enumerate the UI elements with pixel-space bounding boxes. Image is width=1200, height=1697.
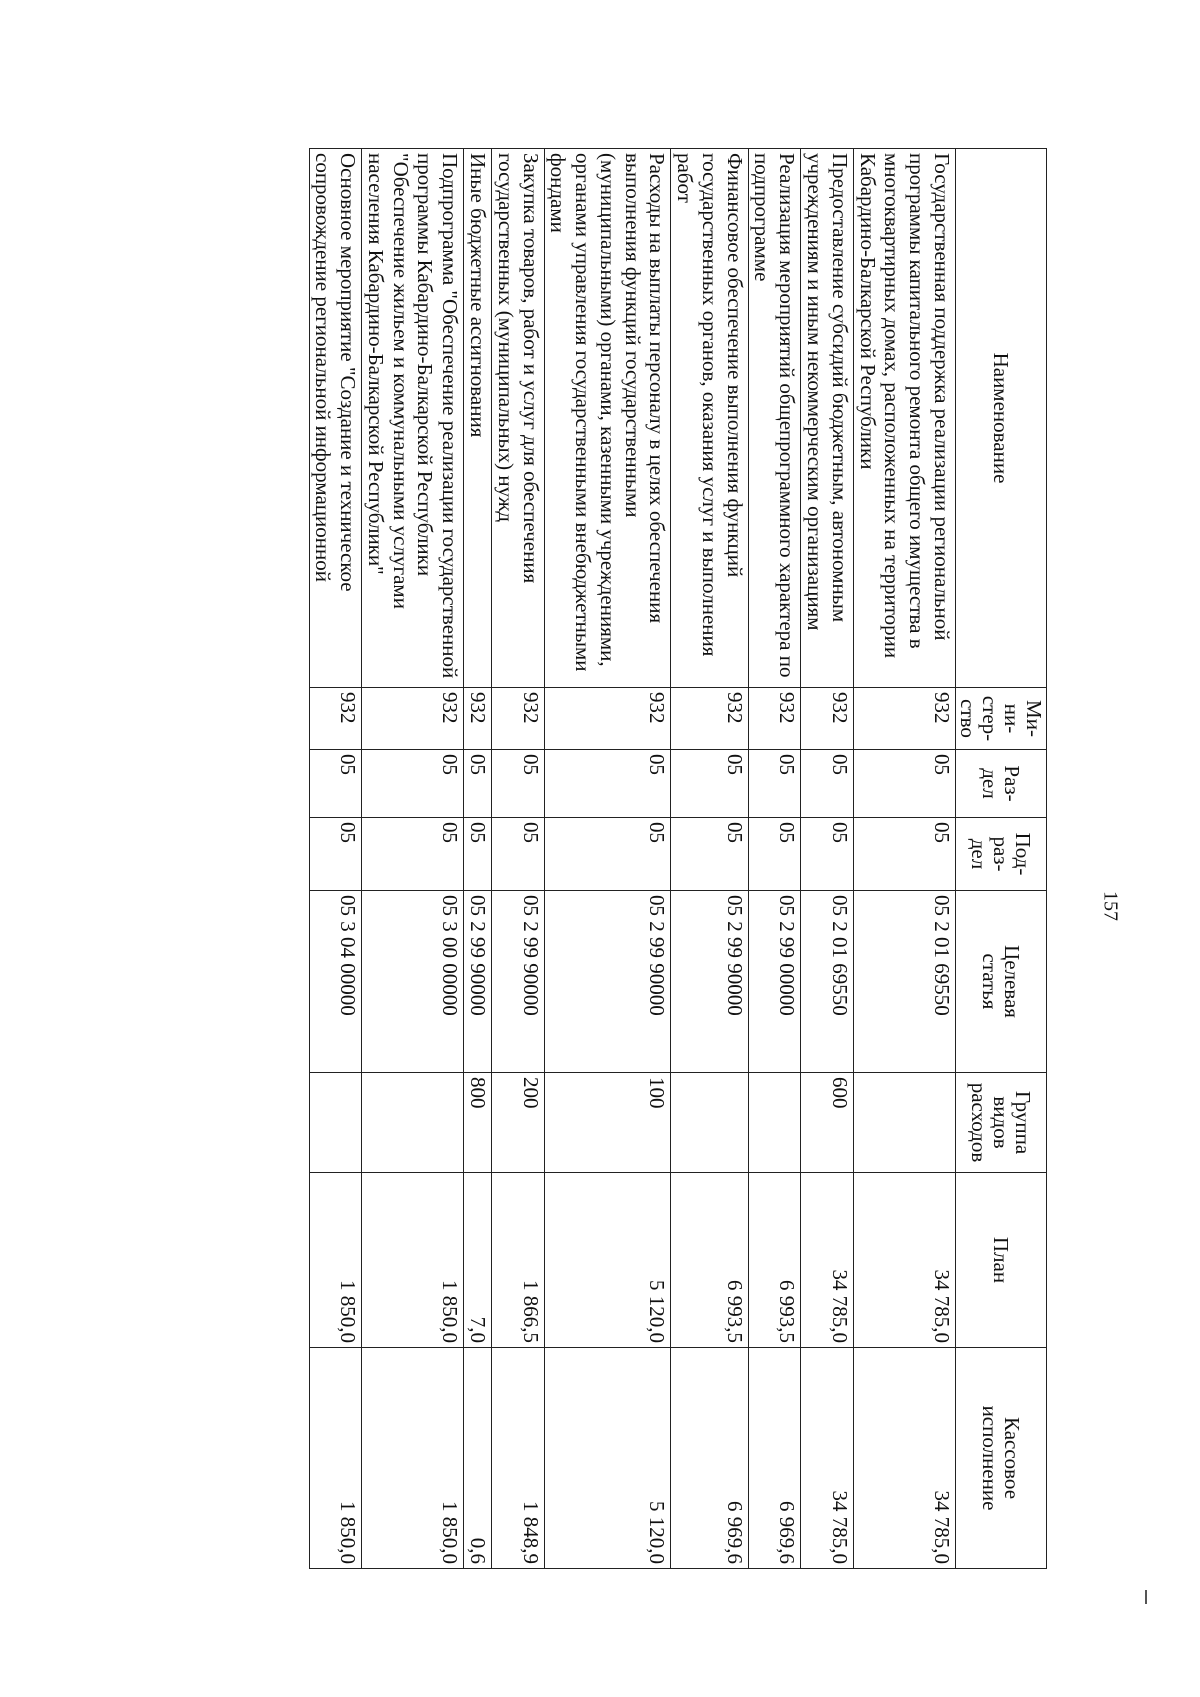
- table-row: [544, 149, 671, 1569]
- cell-expense-group: [362, 1073, 464, 1173]
- cell-name: Основное мероприятие "Создание и техническое сопровождение региональной информационной: [309, 149, 362, 688]
- cell-expense-group: [853, 1073, 955, 1173]
- cell-name: Финансовое обеспечение выполнения функций государственных органов, оказания услуг и выполнения работ: [671, 149, 748, 688]
- table-row: [492, 149, 545, 1569]
- cell-expense-group: 800: [464, 1073, 492, 1173]
- cell-plan: 6 993,5: [748, 1173, 801, 1348]
- cell-section: 05: [464, 750, 492, 818]
- cell-cash-execution: 1 848,9: [492, 1348, 545, 1569]
- cell-target-article: 05 3 00 00000: [362, 891, 464, 1073]
- cell-subsection: 05: [748, 818, 801, 891]
- cell-subsection: 05: [801, 818, 854, 891]
- cell-expense-group: 100: [544, 1073, 671, 1173]
- cell-section: 05: [362, 750, 464, 818]
- cell-cash-execution: 5 120,0: [544, 1348, 671, 1569]
- header-ministry: Ми- ни- стер- ство: [955, 688, 1046, 750]
- header-section: Раз- дел: [955, 750, 1046, 818]
- cell-cash-execution: 0,6: [464, 1348, 492, 1569]
- table-row: [671, 149, 748, 1569]
- cell-target-article: 05 2 01 69550: [853, 891, 955, 1073]
- cell-section: 05: [853, 750, 955, 818]
- cell-expense-group: [309, 1073, 362, 1173]
- cell-ministry: 932: [544, 688, 671, 750]
- cell-target-article: 05 2 99 90000: [464, 891, 492, 1073]
- cell-name: Государственная поддержка реализации региональной программы капитального ремонта общего имущества в многоквартирных домах, расположенных на территории Кабардино-Балкарской Республики: [853, 149, 955, 688]
- cell-name: Закупка товаров, работ и услуг для обеспечения государственных (муниципальных) нужд: [492, 149, 545, 688]
- cell-name: Расходы на выплаты персоналу в целях обеспечения выполнения функций государственными (муниципальными) органами, казенными учреждениями, органами управления государственными внебюджетными фондами: [544, 149, 671, 688]
- cell-plan: 1 866,5: [492, 1173, 545, 1348]
- scan-mark: [1145, 1590, 1147, 1604]
- table-row: [801, 149, 854, 1569]
- cell-subsection: 05: [853, 818, 955, 891]
- cell-target-article: 05 2 99 90000: [492, 891, 545, 1073]
- cell-section: 05: [748, 750, 801, 818]
- cell-ministry: 932: [492, 688, 545, 750]
- header-plan: План: [955, 1173, 1046, 1348]
- cell-ministry: 932: [362, 688, 464, 750]
- cell-plan: 7,0: [464, 1173, 492, 1348]
- page-number: 157: [1099, 891, 1122, 921]
- header-subsection: Под- раз- дел: [955, 818, 1046, 891]
- cell-cash-execution: 34 785,0: [801, 1348, 854, 1569]
- cell-section: 05: [544, 750, 671, 818]
- cell-cash-execution: 34 785,0: [853, 1348, 955, 1569]
- cell-expense-group: [748, 1073, 801, 1173]
- cell-ministry: 932: [671, 688, 748, 750]
- table-row: [748, 149, 801, 1569]
- cell-subsection: 05: [309, 818, 362, 891]
- cell-subsection: 05: [671, 818, 748, 891]
- table-header-row: [955, 149, 1046, 1569]
- cell-cash-execution: 6 969,6: [671, 1348, 748, 1569]
- cell-name: Реализация мероприятий общепрограммного характера по подпрограмме: [748, 149, 801, 688]
- cell-plan: 6 993,5: [671, 1173, 748, 1348]
- table-row: [309, 149, 362, 1569]
- cell-target-article: 05 2 99 90000: [671, 891, 748, 1073]
- table-row: [464, 149, 492, 1569]
- header-name: Наименование: [955, 149, 1046, 688]
- cell-section: 05: [801, 750, 854, 818]
- cell-plan: 1 850,0: [362, 1173, 464, 1348]
- cell-expense-group: [671, 1073, 748, 1173]
- header-cash-execution: Кассовое исполнение: [955, 1348, 1046, 1569]
- cell-plan: 34 785,0: [801, 1173, 854, 1348]
- cell-target-article: 05 3 04 00000: [309, 891, 362, 1073]
- cell-subsection: 05: [492, 818, 545, 891]
- table-row: [853, 149, 955, 1569]
- header-expense-group: Группа видов расходов: [955, 1073, 1046, 1173]
- budget-table: [309, 148, 1047, 1569]
- cell-subsection: 05: [544, 818, 671, 891]
- cell-section: 05: [492, 750, 545, 818]
- cell-section: 05: [671, 750, 748, 818]
- cell-target-article: 05 2 99 90000: [544, 891, 671, 1073]
- cell-expense-group: 200: [492, 1073, 545, 1173]
- cell-ministry: 932: [801, 688, 854, 750]
- cell-name: Предоставление субсидий бюджетным, автономным учреждениям и иным некоммерческим организациям: [801, 149, 854, 688]
- cell-plan: 1 850,0: [309, 1173, 362, 1348]
- cell-ministry: 932: [309, 688, 362, 750]
- cell-subsection: 05: [464, 818, 492, 891]
- rotated-sheet: [99, 148, 1047, 1568]
- cell-target-article: 05 2 01 69550: [801, 891, 854, 1073]
- header-target-article: Целевая статья: [955, 891, 1046, 1073]
- cell-expense-group: 600: [801, 1073, 854, 1173]
- cell-ministry: 932: [853, 688, 955, 750]
- cell-cash-execution: 1 850,0: [309, 1348, 362, 1569]
- cell-cash-execution: 6 969,6: [748, 1348, 801, 1569]
- cell-target-article: 05 2 99 00000: [748, 891, 801, 1073]
- cell-subsection: 05: [362, 818, 464, 891]
- cell-plan: 34 785,0: [853, 1173, 955, 1348]
- table-row: [362, 149, 464, 1569]
- cell-name: Иные бюджетные ассигнования: [464, 149, 492, 688]
- cell-cash-execution: 1 850,0: [362, 1348, 464, 1569]
- cell-ministry: 932: [464, 688, 492, 750]
- cell-section: 05: [309, 750, 362, 818]
- cell-plan: 5 120,0: [544, 1173, 671, 1348]
- cell-name: Подпрограмма "Обеспечение реализации государственной программы Кабардино-Балкарской Республики "Обеспечение жильем и коммунальными услугами населения Кабардино-Балкарской Республики": [362, 149, 464, 688]
- cell-ministry: 932: [748, 688, 801, 750]
